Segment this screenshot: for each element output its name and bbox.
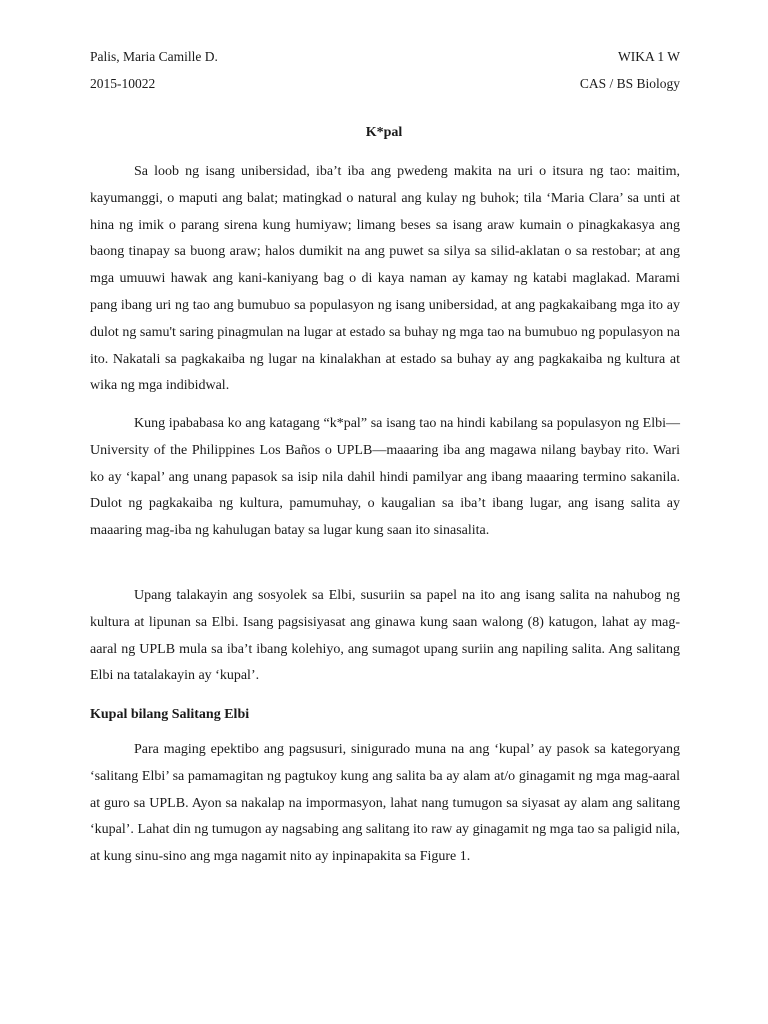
body-paragraph-1-block <box>90 159 680 400</box>
body-paragraph: Kung ipababasa ko ang katagang “k*pal” sa isang tao na hindi kabilang sa populasyon ng Elbi—University of the Philippines Los Baños o UPLB—maaaring iba ang magawa nilang baybay rito. Wari ko ay ‘kapal’ ang unang papasok sa isip nila dahil hindi pamilyar ang ibang maaaring termino sakanila. Dulot ng pagkakaiba ng kultura, pamumuhay, o kaugalian sa iba’t ibang lugar, ang isang salita ay maaaring mag-iba ng kahulugan batay sa lugar kung saan ito sinasalita. <box>90 416 680 539</box>
section-paragraph: Para maging epektibo ang pagsusuri, sinigurado muna na ang ‘kupal’ ay pasok sa kategoryang ‘salitang Elbi’ sa pamamagitan ng pagtukoy kung ang salita ba ay alam at/o ginagamit ng mga mag-aaral at guro sa UPLB. Ayon sa nakalap na impormasyon, lahat nang tumugon sa siyasat ay alam ang salitang ‘kupal’. Lahat din ng tumugon ay nagsabing ang salitang ito raw ay ginagamit ng mga tao sa paligid nila, at kung sinu-sino ang mga nagamit nito ay inpinapakita sa Figure 1. <box>90 742 680 865</box>
section-paragraph-block <box>90 737 680 871</box>
header-row-2 <box>90 76 680 92</box>
section-heading: Kupal bilang Salitang Elbi <box>90 707 250 722</box>
program-name: CAS / BS Biology <box>579 76 680 91</box>
header-row-1 <box>90 49 680 65</box>
body-paragraph: Upang talakayin ang sosyolek sa Elbi, susuriin sa papel na ito ang isang salita na nahubog ng kultura at lipunan sa Elbi. Isang pagsisiyasat ang ginawa kung saan walong (8) katugon, lahat ay mag-aaral ng UPLB mula sa iba’t ibang kolehiyo, ang sumagot upang suriin ang napiling salita. Ang salitang Elbi na tatalakayin ay ‘kupal’. <box>90 588 680 684</box>
course-code: WIKA 1 W <box>618 49 680 64</box>
body-paragraph: Sa loob ng isang unibersidad, iba’t iba ang pwedeng makita na uri o itsura ng tao: maitim, kayumanggi, o maputi ang balat; matingkad o natural ang kulay ng buhok; tila ‘Maria Clara’ sa unti at hina ng imik o parang sirena kung humiyaw; limang beses sa isang araw kumain o pinagkakasya ang baong tinapay sa buong araw; halos dumikit na ang puwet sa silya sa silid-aklatan o sa restobar; at ang mga umuuwi hawak ang kani-kaniyang bag o di kaya naman ay kamay ng katabi maglakad. Marami pang ibang uri ng tao ang bumubuo sa populasyon ng isang unibersidad, at ang pagkakaibang mga ito ay dulot ng samu't saring pinagmulan na lugar at estado sa buhay ng mga tao na bumubuo ng populasyon na ito. Nakatali sa pagkakaiba ng lugar na kinalakhan at estado sa buhay ay ang pagkakaiba ng kultura at wika ng mga indibidwal. <box>90 164 680 394</box>
student-number: 2015-10022 <box>90 76 156 91</box>
author-name: Palis, Maria Camille D. <box>90 49 218 64</box>
body-paragraph-2-block <box>90 411 680 545</box>
body-paragraph-3-block <box>90 583 680 690</box>
paper-title: K*pal <box>365 125 403 140</box>
